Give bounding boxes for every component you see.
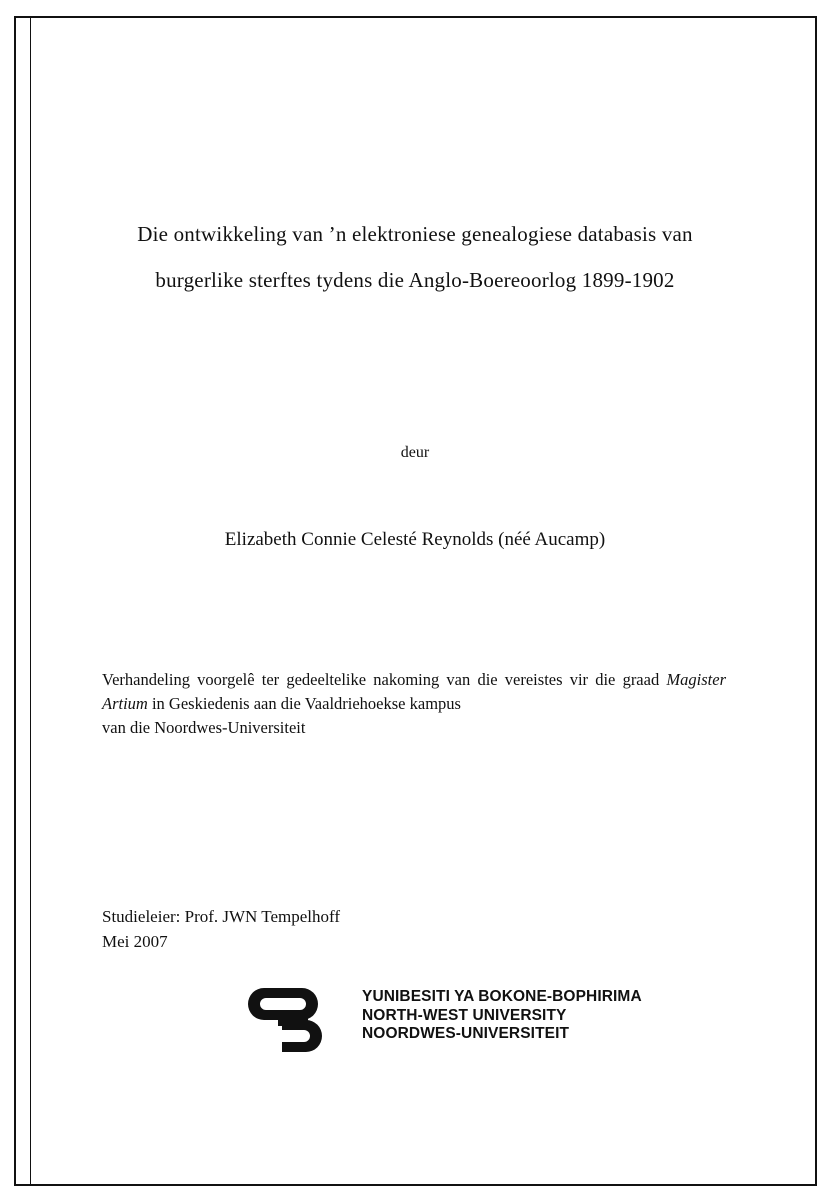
statement-part-2: in Geskiedenis aan die Vaaldriehoekse kampus [147,694,461,713]
logo-line-2: NORTH-WEST UNIVERSITY [362,1006,567,1024]
title-line-2: burgerlike sterftes tydens die Anglo-Boereoorlog 1899-1902 [155,268,675,292]
north-west-university-logo-icon [248,984,358,1056]
page-title [100,211,730,303]
statement-part-3: van die Noordwes-Universiteit [102,718,306,737]
date-line: Mei 2007 [102,932,168,951]
title-line-1: Die ontwikkeling van ’n elektroniese genealogiese databasis van [137,222,693,246]
page-inner-edge [30,16,31,1186]
by-label: deur [400,444,430,461]
logo-line-3: NOORDWES-UNIVERSITEIT [362,1025,570,1042]
page-content [100,16,730,1186]
supervisor-line: Studieleier: Prof. JWN Tempelhoff [102,907,341,926]
supervisor-block [102,904,726,954]
university-logo-text [362,988,642,1044]
logo-line-1: YUNIBESITI YA BOKONE-BOPHIRIMA [362,988,642,1005]
degree-statement [102,668,726,740]
statement-part-1: Verhandeling voorgelê ter gedeeltelike nakoming van die vereistes vir die graad [102,670,667,689]
university-logo-block [248,982,728,1058]
degree-name: Magister Artium [102,670,726,713]
author-name: Elizabeth Connie Celesté Reynolds (néé Aucamp) [224,529,606,550]
